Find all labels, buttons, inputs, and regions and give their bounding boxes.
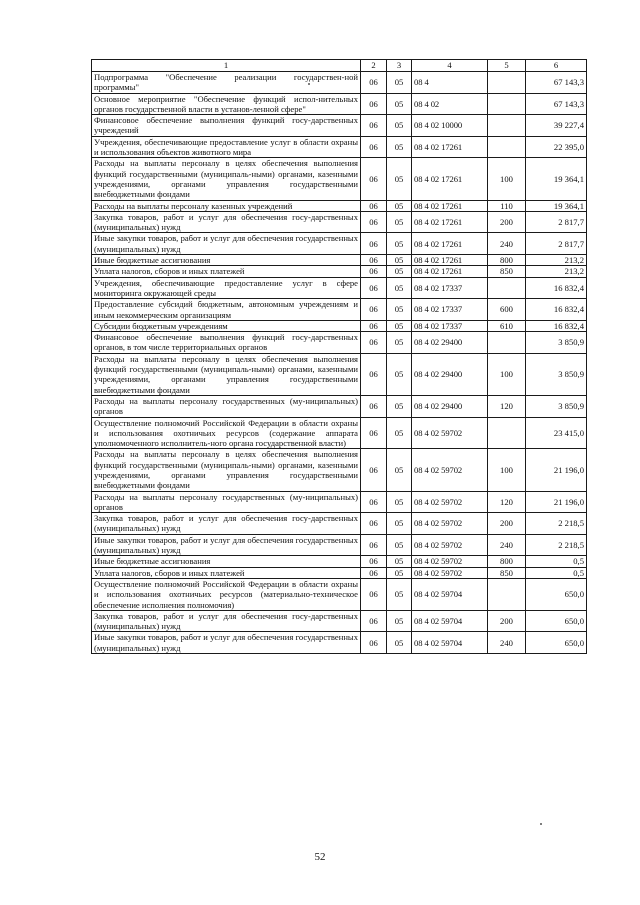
row-description: Учреждения, обеспечивающие предоставление услуг в сфере мониторинга окружающей среды bbox=[92, 277, 361, 299]
section-code: 06 bbox=[361, 299, 387, 321]
table-row bbox=[92, 136, 587, 158]
subsection-code: 05 bbox=[387, 299, 412, 321]
amount: 21 196,0 bbox=[526, 491, 587, 513]
expense-type-code: 110 bbox=[488, 200, 526, 211]
section-code: 06 bbox=[361, 136, 387, 158]
expense-type-code: 800 bbox=[488, 556, 526, 567]
amount: 67 143,3 bbox=[526, 72, 587, 94]
target-article-code: 08 4 02 59702 bbox=[412, 417, 488, 449]
target-article-code: 08 4 02 59704 bbox=[412, 578, 488, 610]
amount: 16 832,4 bbox=[526, 277, 587, 299]
amount: 650,0 bbox=[526, 610, 587, 632]
row-description: Закупка товаров, работ и услуг для обеспечения госу-дарственных (муниципальных) нужд bbox=[92, 513, 361, 535]
amount: 650,0 bbox=[526, 578, 587, 610]
table-row bbox=[92, 578, 587, 610]
budget-table bbox=[91, 59, 587, 654]
table-row bbox=[92, 449, 587, 491]
section-code: 06 bbox=[361, 513, 387, 535]
amount: 39 227,4 bbox=[526, 115, 587, 137]
table-row bbox=[92, 299, 587, 321]
subsection-code: 05 bbox=[387, 211, 412, 233]
target-article-code: 08 4 02 59702 bbox=[412, 556, 488, 567]
target-article-code: 08 4 02 59704 bbox=[412, 632, 488, 654]
amount: 16 832,4 bbox=[526, 299, 587, 321]
row-description: Осуществление полномочий Российской Федерации в области охраны и использования охотничьих ресурсов (содержание аппарата уполномоченного исполнитель-ного органа государственной власти) bbox=[92, 417, 361, 449]
row-description: Иные закупки товаров, работ и услуг для обеспечения государственных (муниципальных) нужд bbox=[92, 632, 361, 654]
target-article-code: 08 4 02 17261 bbox=[412, 136, 488, 158]
amount: 21 196,0 bbox=[526, 449, 587, 491]
page-number: 52 bbox=[314, 851, 326, 863]
subsection-code: 05 bbox=[387, 115, 412, 137]
expense-type-code: 120 bbox=[488, 395, 526, 417]
expense-type-code: 610 bbox=[488, 320, 526, 331]
target-article-code: 08 4 02 59702 bbox=[412, 491, 488, 513]
budget-table-body bbox=[92, 60, 587, 654]
subsection-code: 05 bbox=[387, 200, 412, 211]
expense-type-code bbox=[488, 277, 526, 299]
table-row bbox=[92, 277, 587, 299]
table-row bbox=[92, 320, 587, 331]
row-description: Основное мероприятие "Обеспечение функций испол-нительных органов государственной власти в установ-ленной сфере" bbox=[92, 93, 361, 115]
section-code: 06 bbox=[361, 115, 387, 137]
section-code: 06 bbox=[361, 72, 387, 94]
expense-type-code: 850 bbox=[488, 567, 526, 578]
amount: 67 143,3 bbox=[526, 93, 587, 115]
subsection-code: 05 bbox=[387, 136, 412, 158]
row-description: Расходы на выплаты персоналу государственных (му-ниципальных) органов bbox=[92, 395, 361, 417]
subsection-code: 05 bbox=[387, 255, 412, 266]
table-row bbox=[92, 556, 587, 567]
row-description: Расходы на выплаты персоналу в целях обеспечения выполнения функций государственными (муниципаль-ными) органами, казенными учреждениями, органами управления государственными внебюджетными фондами bbox=[92, 353, 361, 395]
subsection-code: 05 bbox=[387, 513, 412, 535]
expense-type-code: 100 bbox=[488, 449, 526, 491]
section-code: 06 bbox=[361, 158, 387, 200]
target-article-code: 08 4 02 17261 bbox=[412, 211, 488, 233]
table-row bbox=[92, 93, 587, 115]
target-article-code: 08 4 02 bbox=[412, 93, 488, 115]
scan-speck bbox=[308, 83, 310, 85]
amount: 650,0 bbox=[526, 632, 587, 654]
table-row bbox=[92, 72, 587, 94]
subsection-code: 05 bbox=[387, 449, 412, 491]
expense-type-code bbox=[488, 72, 526, 94]
subsection-code: 05 bbox=[387, 395, 412, 417]
table-row bbox=[92, 255, 587, 266]
expense-type-code: 800 bbox=[488, 255, 526, 266]
amount: 2 218,5 bbox=[526, 513, 587, 535]
target-article-code: 08 4 02 59702 bbox=[412, 449, 488, 491]
target-article-code: 08 4 02 17261 bbox=[412, 200, 488, 211]
row-description: Финансовое обеспечение выполнения функций госу-дарственных органов, в том числе территориальных органов bbox=[92, 332, 361, 354]
target-article-code: 08 4 02 10000 bbox=[412, 115, 488, 137]
section-code: 06 bbox=[361, 395, 387, 417]
row-description: Осуществление полномочий Российской Федерации в области охраны и использования охотничьих ресурсов (материально-техническое обеспечение исполнения полномочия) bbox=[92, 578, 361, 610]
expense-type-code: 850 bbox=[488, 266, 526, 277]
row-description: Финансовое обеспечение выполнения функций госу-дарственных учреждений bbox=[92, 115, 361, 137]
row-description: Иные закупки товаров, работ и услуг для обеспечения государственных (муниципальных) нужд bbox=[92, 534, 361, 556]
table-row bbox=[92, 158, 587, 200]
subsection-code: 05 bbox=[387, 277, 412, 299]
table-row bbox=[92, 200, 587, 211]
expense-type-code: 120 bbox=[488, 491, 526, 513]
target-article-code: 08 4 02 17337 bbox=[412, 277, 488, 299]
subsection-code: 05 bbox=[387, 353, 412, 395]
section-code: 06 bbox=[361, 417, 387, 449]
amount: 2 218,5 bbox=[526, 534, 587, 556]
section-code: 06 bbox=[361, 233, 387, 255]
row-description: Иные закупки товаров, работ и услуг для обеспечения государственных (муниципальных) нужд bbox=[92, 233, 361, 255]
table-row bbox=[92, 332, 587, 354]
section-code: 06 bbox=[361, 200, 387, 211]
expense-type-code: 200 bbox=[488, 610, 526, 632]
section-code: 06 bbox=[361, 610, 387, 632]
expense-type-code: 200 bbox=[488, 513, 526, 535]
row-description: Иные бюджетные ассигнования bbox=[92, 556, 361, 567]
target-article-code: 08 4 02 59704 bbox=[412, 610, 488, 632]
amount: 22 395,0 bbox=[526, 136, 587, 158]
row-description: Иные бюджетные ассигнования bbox=[92, 255, 361, 266]
expense-type-code: 240 bbox=[488, 534, 526, 556]
section-code: 06 bbox=[361, 320, 387, 331]
subsection-code: 05 bbox=[387, 632, 412, 654]
section-code: 06 bbox=[361, 491, 387, 513]
subsection-code: 05 bbox=[387, 417, 412, 449]
row-description: Расходы на выплаты персоналу казенных учреждений bbox=[92, 200, 361, 211]
amount: 3 850,9 bbox=[526, 353, 587, 395]
column-header: 5 bbox=[488, 60, 526, 72]
table-row bbox=[92, 395, 587, 417]
row-description: Закупка товаров, работ и услуг для обеспечения госу-дарственных (муниципальных) нужд bbox=[92, 610, 361, 632]
column-header: 3 bbox=[387, 60, 412, 72]
row-description: Субсидии бюджетным учреждениям bbox=[92, 320, 361, 331]
subsection-code: 05 bbox=[387, 320, 412, 331]
amount: 16 832,4 bbox=[526, 320, 587, 331]
expense-type-code bbox=[488, 332, 526, 354]
table-row bbox=[92, 115, 587, 137]
subsection-code: 05 bbox=[387, 491, 412, 513]
table-row bbox=[92, 233, 587, 255]
table-row bbox=[92, 534, 587, 556]
section-code: 06 bbox=[361, 578, 387, 610]
target-article-code: 08 4 02 29400 bbox=[412, 395, 488, 417]
section-code: 06 bbox=[361, 534, 387, 556]
row-description: Расходы на выплаты персоналу государственных (му-ниципальных) органов bbox=[92, 491, 361, 513]
target-article-code: 08 4 02 17261 bbox=[412, 158, 488, 200]
section-code: 06 bbox=[361, 266, 387, 277]
amount: 0,5 bbox=[526, 556, 587, 567]
scan-speck bbox=[540, 823, 542, 825]
expense-type-code bbox=[488, 93, 526, 115]
expense-type-code: 600 bbox=[488, 299, 526, 321]
subsection-code: 05 bbox=[387, 93, 412, 115]
target-article-code: 08 4 02 59702 bbox=[412, 513, 488, 535]
expense-type-code: 100 bbox=[488, 353, 526, 395]
target-article-code: 08 4 02 29400 bbox=[412, 353, 488, 395]
amount: 3 850,9 bbox=[526, 332, 587, 354]
column-header: 2 bbox=[361, 60, 387, 72]
section-code: 06 bbox=[361, 93, 387, 115]
section-code: 06 bbox=[361, 211, 387, 233]
table-row bbox=[92, 417, 587, 449]
amount: 213,2 bbox=[526, 266, 587, 277]
section-code: 06 bbox=[361, 353, 387, 395]
column-header: 4 bbox=[412, 60, 488, 72]
row-description: Предоставление субсидий бюджетным, автономным учреждениям и иным некоммерческим организациям bbox=[92, 299, 361, 321]
target-article-code: 08 4 02 29400 bbox=[412, 332, 488, 354]
row-description: Расходы на выплаты персоналу в целях обеспечения выполнения функций государственными (муниципаль-ными) органами, казенными учреждениями, органами управления государственными внебюджетными фондами bbox=[92, 449, 361, 491]
table-row bbox=[92, 211, 587, 233]
subsection-code: 05 bbox=[387, 266, 412, 277]
table-row bbox=[92, 610, 587, 632]
table-row bbox=[92, 513, 587, 535]
target-article-code: 08 4 02 17337 bbox=[412, 320, 488, 331]
target-article-code: 08 4 02 59702 bbox=[412, 534, 488, 556]
amount: 213,2 bbox=[526, 255, 587, 266]
amount: 2 817,7 bbox=[526, 211, 587, 233]
table-row bbox=[92, 632, 587, 654]
subsection-code: 05 bbox=[387, 610, 412, 632]
expense-type-code bbox=[488, 578, 526, 610]
table-row bbox=[92, 491, 587, 513]
subsection-code: 05 bbox=[387, 567, 412, 578]
row-description: Закупка товаров, работ и услуг для обеспечения госу-дарственных (муниципальных) нужд bbox=[92, 211, 361, 233]
section-code: 06 bbox=[361, 277, 387, 299]
subsection-code: 05 bbox=[387, 158, 412, 200]
expense-type-code: 200 bbox=[488, 211, 526, 233]
row-description: Уплата налогов, сборов и иных платежей bbox=[92, 567, 361, 578]
expense-type-code: 100 bbox=[488, 158, 526, 200]
table-row bbox=[92, 567, 587, 578]
subsection-code: 05 bbox=[387, 534, 412, 556]
subsection-code: 05 bbox=[387, 72, 412, 94]
section-code: 06 bbox=[361, 449, 387, 491]
amount: 2 817,7 bbox=[526, 233, 587, 255]
column-number-row bbox=[92, 60, 587, 72]
section-code: 06 bbox=[361, 567, 387, 578]
target-article-code: 08 4 02 17261 bbox=[412, 266, 488, 277]
amount: 19 364,1 bbox=[526, 158, 587, 200]
amount: 0,5 bbox=[526, 567, 587, 578]
column-header: 1 bbox=[92, 60, 361, 72]
column-header: 6 bbox=[526, 60, 587, 72]
expense-type-code bbox=[488, 136, 526, 158]
expense-type-code: 240 bbox=[488, 632, 526, 654]
target-article-code: 08 4 02 17261 bbox=[412, 255, 488, 266]
target-article-code: 08 4 02 59702 bbox=[412, 567, 488, 578]
expense-type-code bbox=[488, 115, 526, 137]
target-article-code: 08 4 02 17261 bbox=[412, 233, 488, 255]
section-code: 06 bbox=[361, 332, 387, 354]
subsection-code: 05 bbox=[387, 556, 412, 567]
amount: 23 415,0 bbox=[526, 417, 587, 449]
table-row bbox=[92, 353, 587, 395]
subsection-code: 05 bbox=[387, 233, 412, 255]
row-description: Учреждения, обеспечивающие предоставление услуг в области охраны и использования объектов животного мира bbox=[92, 136, 361, 158]
row-description: Расходы на выплаты персоналу в целях обеспечения выполнения функций государственными (муниципаль-ными) органами, казенными учреждениями, органами управления государственными внебюджетными фондами bbox=[92, 158, 361, 200]
target-article-code: 08 4 bbox=[412, 72, 488, 94]
row-description: Подпрограмма "Обеспечение реализации государствен-ной программы" bbox=[92, 72, 361, 94]
expense-type-code: 240 bbox=[488, 233, 526, 255]
amount: 3 850,9 bbox=[526, 395, 587, 417]
expense-type-code bbox=[488, 417, 526, 449]
target-article-code: 08 4 02 17337 bbox=[412, 299, 488, 321]
table-row bbox=[92, 266, 587, 277]
row-description: Уплата налогов, сборов и иных платежей bbox=[92, 266, 361, 277]
amount: 19 364,1 bbox=[526, 200, 587, 211]
subsection-code: 05 bbox=[387, 578, 412, 610]
section-code: 06 bbox=[361, 556, 387, 567]
section-code: 06 bbox=[361, 255, 387, 266]
section-code: 06 bbox=[361, 632, 387, 654]
subsection-code: 05 bbox=[387, 332, 412, 354]
